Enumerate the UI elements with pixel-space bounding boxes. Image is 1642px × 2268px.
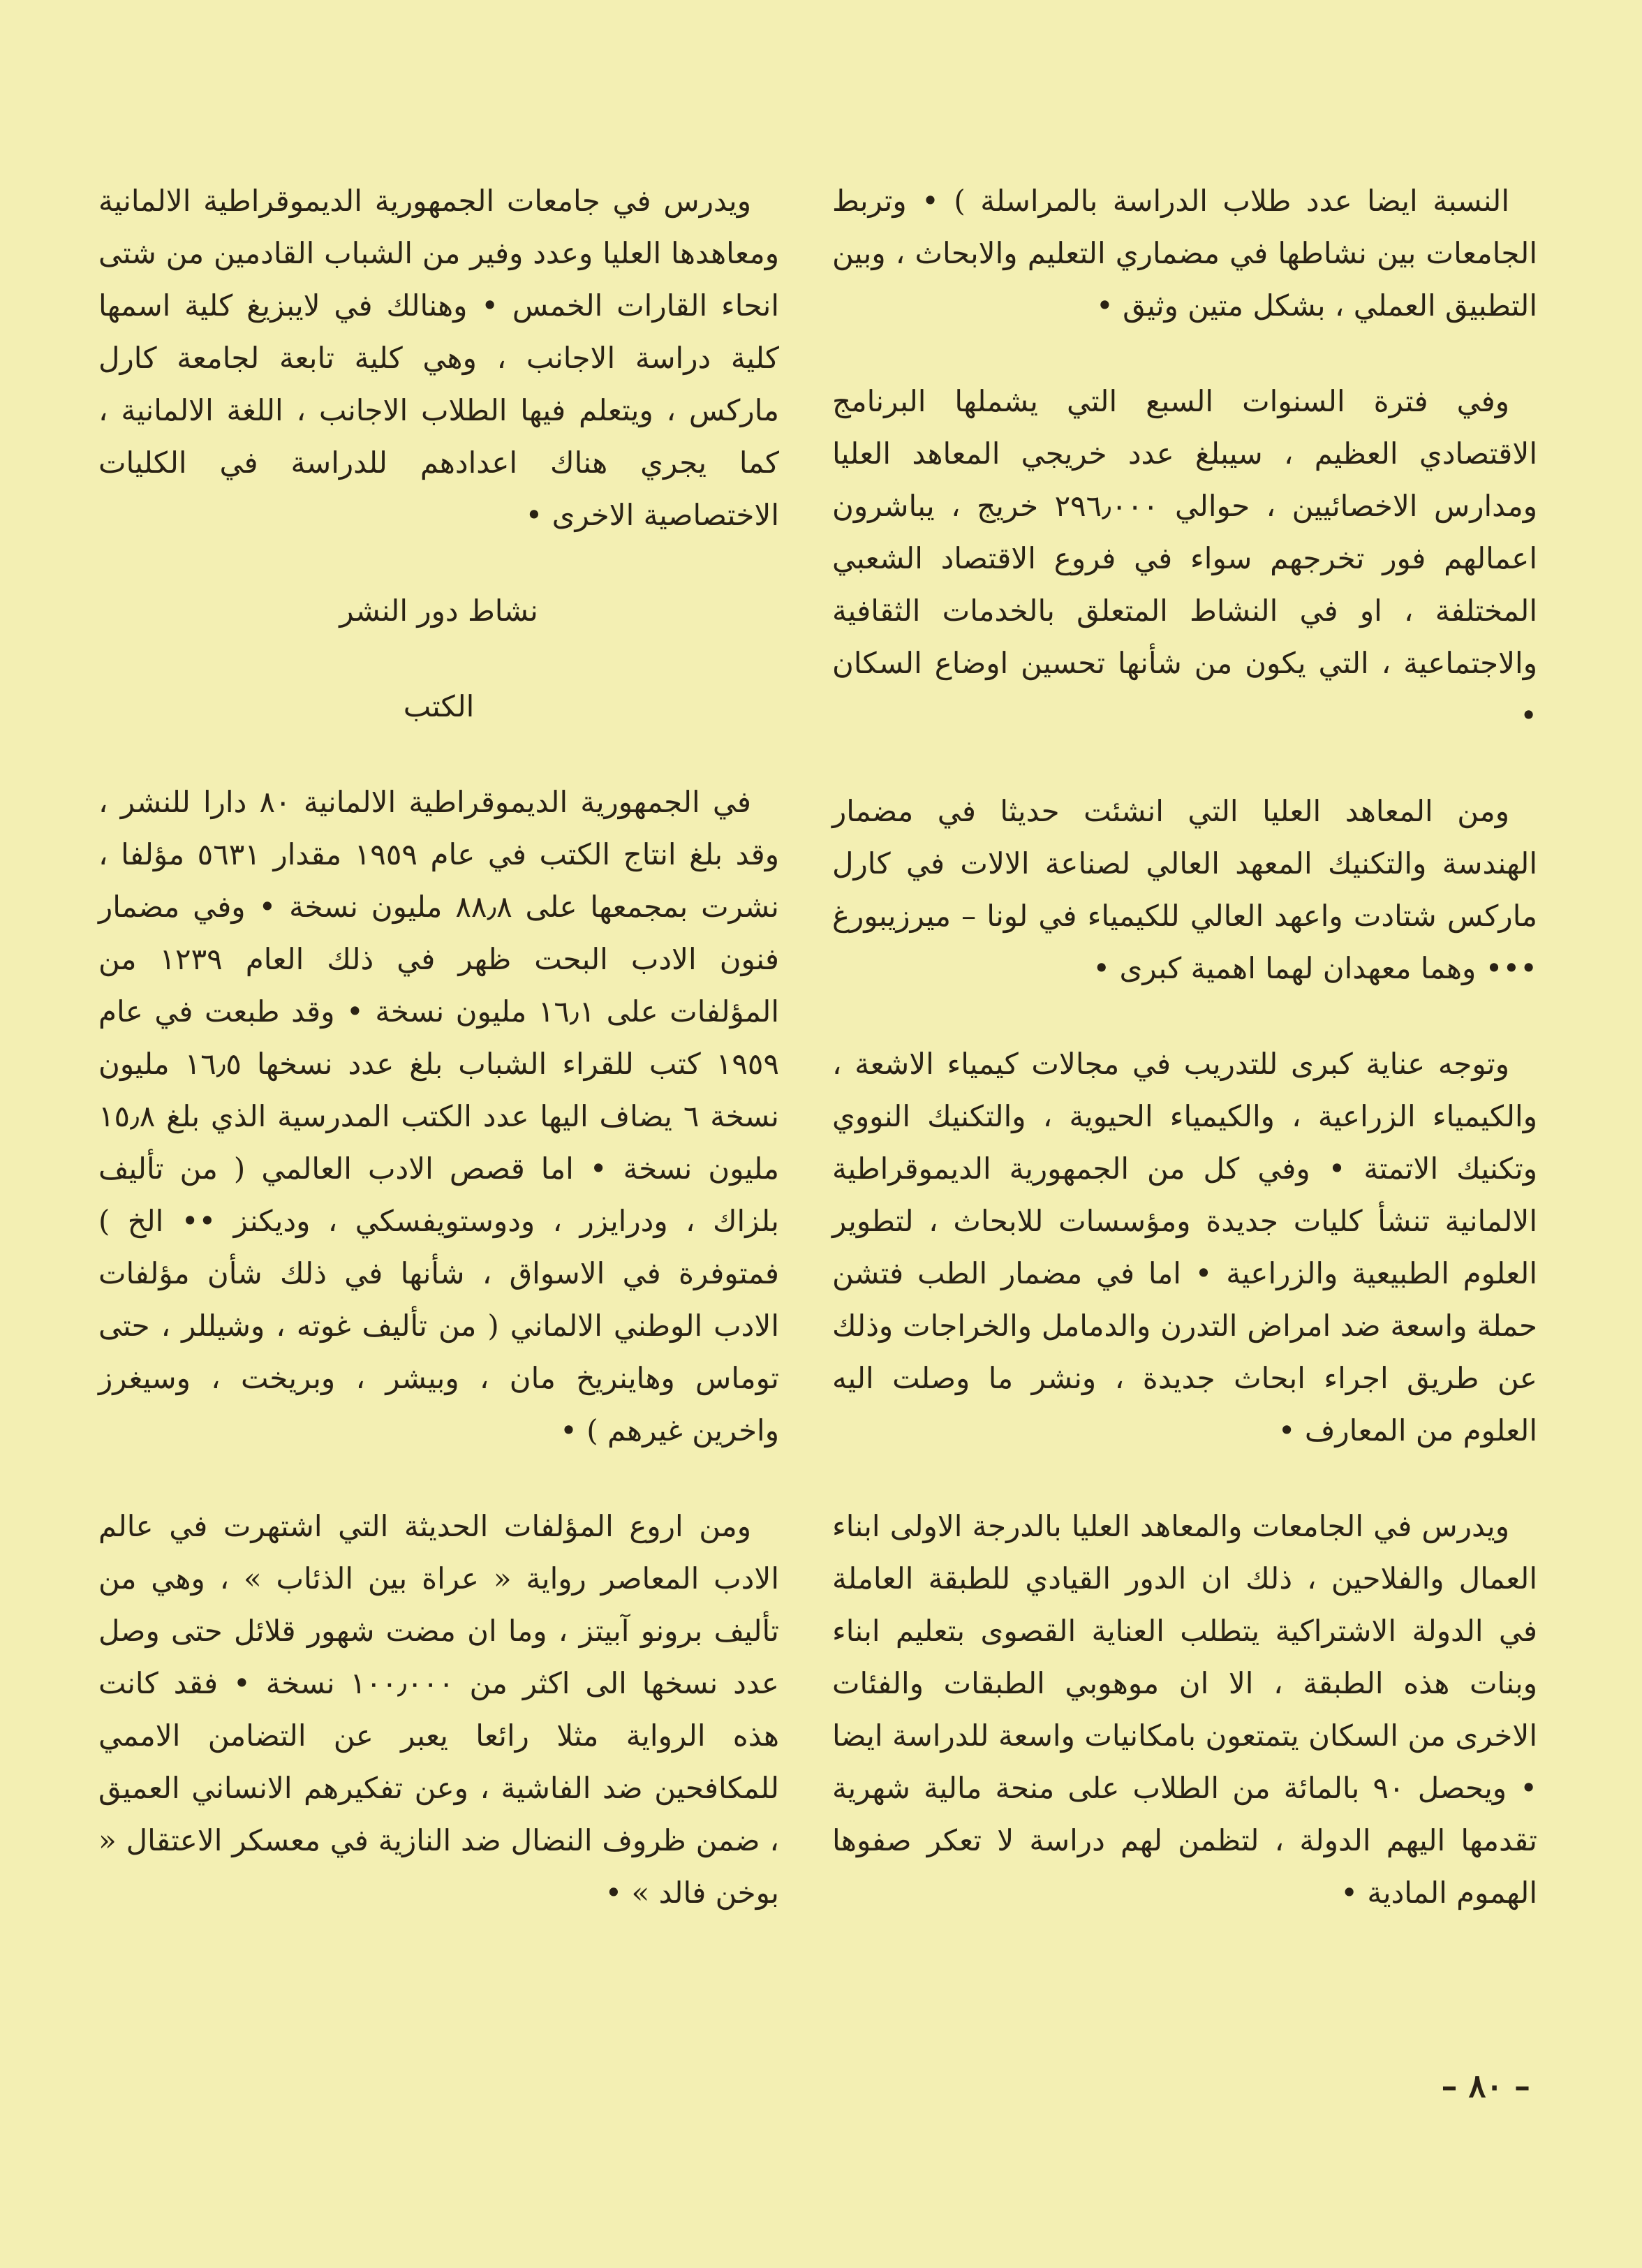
paragraph-workers-students: ويدرس في الجامعات والمعاهد العليا بالدرجة الاولى ابناء العمال والفلاحين ، ذلك ان الدور القيادي للطبقة العاملة في الدولة الاشتراكية يتطلب العناية القصوى بتعليم ابناء وبنات هذه الطبقة ، الا ان موهوبي الطبقات والفئات الاخرى من السكان يتمتعون بامكانيات واسعة للدراسة ايضا • ويحصل ٩٠ بالمائة من الطلاب على منحة مالية شهرية تقدمها اليهم الدولة ، لتظمن لهم دراسة لا تعكر صفوها الهموم المادية • <box>832 1509 1538 1910</box>
left-column <box>98 175 779 1962</box>
paragraph-university-training: النسبة ايضا عدد طلاب الدراسة بالمراسلة ) • وتربط الجامعات بين نشاطها في مضماري التعليم والابحاث ، وبين التطبيق العملي ، بشكل متين وثيق • <box>832 184 1537 323</box>
section-subheading: الكتب <box>403 689 475 723</box>
paragraph-training-fields: وتوجه عناية كبرى للتدريب في مجالات كيمياء الاشعة ، والكيمياء الزراعية ، والكيمياء الحيوية ، والتكنيك النووي وتكنيك الاتمتة • وفي كل من الجمهورية الديموقراطية الالمانية تنشأ كليات جديدة ومؤسسات للابحاث ، لتطوير العلوم الطبيعية والزراعية • اما في مضمار الطب فتشن حملة واسعة ضد امراض التدرن والدمامل والخراجات وذلك عن طريق اجراء ابحاث جديدة ، ونشر ما وصلت اليه العلوم من المعارف • <box>832 1047 1537 1448</box>
paragraph-novel: ومن اروع المؤلفات الحديثة التي اشتهرت في عالم الادب المعاصر رواية « عراة بين الذئاب » ، وهي من تأليف برونو آبيتز ، وما ان مضت شهور قلائل حتى وصل عدد نسخها الى اكثر من ١٠٠٫٠٠٠ نسخة • فقد كانت هذه الرواية مثلا رائعا يعبر عن التضامن الاممي للمكافحين ضد الفاشية ، وعن تفكيرهم الانساني العميق ، ضمن ظروف النضال ضد النازية في معسكر الاعتقال « بوخن فالد » • <box>98 1509 779 1910</box>
section-heading: نشاط دور النشر <box>339 594 538 628</box>
paragraph-new-institutes: ومن المعاهد العليا التي انشئت حديثا في مضمار الهندسة والتكنيك المعهد العالي لصناعة الالات في كارل ماركس شتادت واعهد العالي للكيمياء في لونا – ميرزيبورغ ••• وهما معهدان لهما اهمية كبرى • <box>832 794 1537 985</box>
page-number: – ٨٠ – <box>1441 2067 1530 2105</box>
right-column <box>832 175 1537 1962</box>
paragraph-foreign-students: ويدرس في جامعات الجمهورية الديموقراطية الالمانية ومعاهدها العليا وعدد وفير من الشباب القادمين من شتى انحاء القارات الخمس • وهنالك في لايبزيغ كلية اسمها كلية دراسة الاجانب ، وهي كلية تابعة لجامعة كارل ماركس ، ويتعلم فيها الطلاب الاجانب ، اللغة الالمانية ، كما يجري هناك اعدادهم للدراسة في الكليات الاختصاصية الاخرى • <box>98 184 779 532</box>
paragraph-graduates: وفي فترة السنوات السبع التي يشملها البرنامج الاقتصادي العظيم ، سيبلغ عدد خريجي المعاهد العليا ومدارس الاخصائيين ، حوالي ٢٩٦٫٠٠٠ خريج ، يباشرون اعمالهم فور تخرجهم سواء في فروع الاقتصاد الشعبي المختلفة ، او في النشاط المتعلق بالخدمات الثقافية والاجتماعية ، التي يكون من شأنها تحسين اوضاع السكان • <box>832 384 1537 732</box>
paragraph-publishing: في الجمهورية الديموقراطية الالمانية ٨٠ دارا للنشر ، وقد بلغ انتاج الكتب في عام ١٩٥٩ مقدار ٥٦٣١ مؤلفا ، نشرت بمجمعها على ٨٨٫٨ مليون نسخة • وفي مضمار فنون الادب البحت ظهر في ذلك العام ١٢٣٩ من المؤلفات على ١٦٫١ مليون نسخة • وقد طبعت في عام ١٩٥٩ كتب للقراء الشباب بلغ عدد نسخها ١٦٫٥ مليون نسخة ٦ يضاف اليها عدد الكتب المدرسية الذي بلغ ١٥٫٨ مليون نسخة • اما قصص الادب العالمي ( من تأليف بلزاك ، ودرايزر ، ودوستويفسكي ، وديكنز •• الخ ) فمتوفرة في الاسواق ، شأنها في ذلك شأن مؤلفات الادب الوطني الالماني ( من تأليف غوته ، وشيللر ، حتى توماس وهاينريخ مان ، وبيشر ، وبريخت ، وسيغرز واخرين غيرهم ) • <box>98 785 780 1448</box>
